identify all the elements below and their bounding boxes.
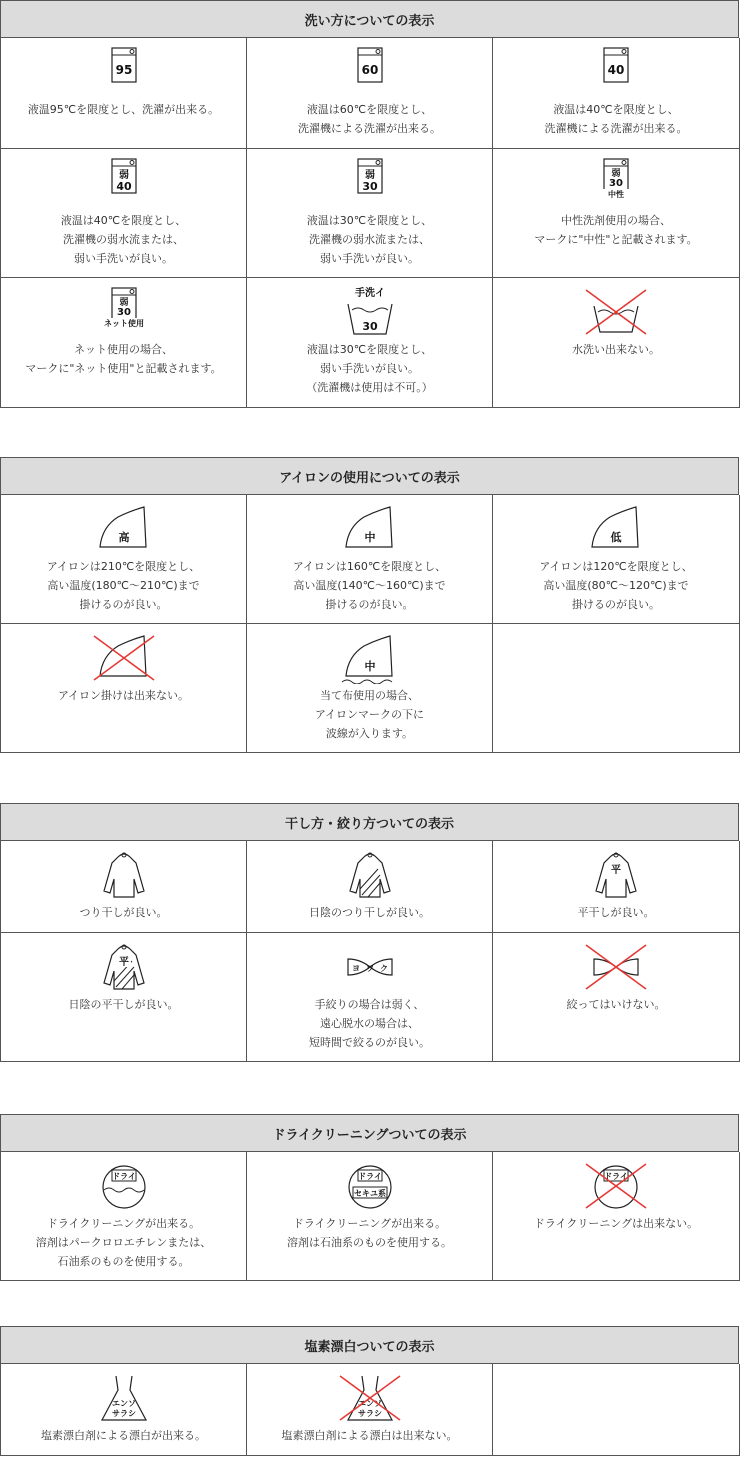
symbol-grid	[0, 841, 739, 1062]
symbol-description: ドライクリーニングが出来る。 溶剤は石油系のものを使用する。	[287, 1217, 452, 1249]
flat-dry-icon	[580, 849, 652, 901]
svg-text:高: 高	[118, 531, 129, 544]
shade-hang-dry-icon	[334, 849, 406, 901]
dry-clean-icon	[88, 1160, 160, 1212]
wring-icon	[334, 941, 406, 993]
symbol-description: ネット使用の場合、 マークに"ネット使用"と記載されます。	[25, 343, 222, 375]
dry-clean-petroleum-icon	[334, 1160, 406, 1212]
no-iron-icon	[88, 632, 160, 684]
symbol-cell	[1, 624, 247, 753]
svg-text:ドライ: ドライ	[357, 1172, 382, 1181]
svg-text:サラシ: サラシ	[111, 1409, 136, 1418]
washtub-machine-icon	[580, 46, 652, 98]
washtub-machine-icon	[88, 286, 160, 338]
section-title: 干し方・絞り方ついての表示	[0, 803, 739, 841]
svg-text:30: 30	[361, 320, 378, 333]
svg-text:弱: 弱	[611, 169, 621, 179]
svg-text:30: 30	[609, 178, 623, 189]
symbol-cell	[247, 38, 493, 149]
svg-text:中: 中	[364, 531, 375, 544]
symbol-description: 液温は30℃を限度とし、 弱い手洗いが良い。 （洗濯機は使用は不可。）	[306, 343, 433, 394]
svg-text:60: 60	[361, 63, 378, 77]
symbol-cell	[493, 495, 740, 624]
symbol-description: アイロンは120℃を限度とし、 高い温度(80℃～120℃)まで 掛けるのが良い。	[539, 560, 693, 611]
symbol-cell	[247, 149, 493, 278]
svg-text:中: 中	[364, 660, 375, 673]
symbol-description: 液温は40℃を限度とし、 洗濯機の弱水流または、 弱い手洗いが良い。	[60, 214, 187, 265]
symbol-description: 水洗い出来ない。	[572, 343, 660, 356]
no-dry-clean-icon	[580, 1160, 652, 1212]
washtub-machine-icon	[88, 46, 160, 98]
symbol-cell	[1, 149, 247, 278]
symbol-grid	[0, 495, 739, 753]
washtub-machine-icon	[334, 157, 406, 209]
symbol-description: アイロンは210℃を限度とし、 高い温度(180℃～210℃)まで 掛けるのが良い。	[46, 560, 201, 611]
no-chlorine-bleach-icon	[334, 1372, 406, 1424]
svg-text:弱: 弱	[118, 298, 129, 308]
iron-icon	[334, 503, 406, 555]
symbol-cell	[247, 1152, 493, 1281]
svg-text:中性: 中性	[608, 190, 624, 199]
svg-text:ヨ: ヨ	[351, 964, 360, 973]
symbol-description: 手絞りの場合は弱く、 遠心脱水の場合は、 短時間で絞るのが良い。	[309, 998, 430, 1049]
symbol-cell	[1, 841, 247, 933]
shade-flat-dry-icon	[88, 941, 160, 993]
symbol-description: 液温は60℃を限度とし、 洗濯機による洗濯が出来る。	[298, 103, 441, 135]
symbol-cell	[247, 624, 493, 753]
symbol-cell	[1, 1152, 247, 1281]
symbol-description: 塩素漂白剤による漂白が出来る。	[41, 1429, 206, 1442]
chlorine-bleach-icon	[88, 1372, 160, 1424]
svg-text:ク: ク	[379, 964, 388, 973]
svg-text:セキユ系: セキユ系	[353, 1189, 386, 1198]
section-title: ドライクリーニングついての表示	[0, 1114, 739, 1152]
symbol-cell	[1, 278, 247, 408]
symbol-grid	[0, 38, 739, 408]
symbol-description: 平干しが良い。	[577, 906, 655, 919]
iron-icon	[88, 503, 160, 555]
iron-icon	[580, 503, 652, 555]
symbol-cell	[493, 149, 740, 278]
section-5	[0, 1326, 739, 1456]
symbol-cell	[1, 1364, 247, 1456]
symbol-description: アイロンは160℃を限度とし、 高い温度(140℃～160℃)まで 掛けるのが良い。	[292, 560, 447, 611]
symbol-cell	[493, 278, 740, 408]
empty-cell	[493, 624, 740, 753]
symbol-cell	[247, 933, 493, 1062]
svg-text:エンソ: エンソ	[357, 1399, 382, 1408]
section-title: アイロンの使用についての表示	[0, 457, 739, 495]
symbol-cell	[1, 495, 247, 624]
svg-text:ネット使用: ネット使用	[103, 319, 144, 328]
symbol-cell	[247, 495, 493, 624]
section-title: 塩素漂白ついての表示	[0, 1326, 739, 1364]
symbol-description: 当て布使用の場合、 アイロンマークの下に 波線が入ります。	[314, 689, 424, 740]
symbol-description: アイロン掛けは出来ない。	[57, 689, 189, 702]
no-wash-icon	[580, 286, 652, 338]
svg-text:40: 40	[607, 63, 625, 77]
symbol-cell	[247, 278, 493, 408]
symbol-description: 日陰の平干しが良い。	[68, 998, 179, 1011]
symbol-grid	[0, 1364, 739, 1456]
svg-text:ワ: ワ	[365, 964, 374, 973]
svg-text:ドライ: ドライ	[604, 1172, 628, 1181]
svg-text:手洗イ: 手洗イ	[354, 288, 385, 299]
symbol-cell	[493, 933, 740, 1062]
symbol-description: 液温95℃を限度とし、洗濯が出来る。	[27, 103, 220, 116]
washtub-machine-icon	[580, 157, 652, 209]
svg-text:95: 95	[115, 63, 132, 77]
svg-text:エンソ: エンソ	[111, 1399, 136, 1408]
section-1	[0, 0, 739, 408]
svg-text:平: 平	[118, 957, 129, 968]
symbol-description: ドライクリーニングが出来る。 溶剤はパークロロエチレンまたは、 石油系のものを使用する。	[35, 1217, 212, 1268]
symbol-description: 塩素漂白剤による漂白は出来ない。	[281, 1429, 458, 1442]
symbol-description: 日陰のつり干しが良い。	[309, 906, 430, 919]
svg-text:40: 40	[115, 180, 132, 193]
symbol-description: 中性洗剤使用の場合、 マークに"中性"と記載されます。	[534, 214, 698, 246]
svg-text:ドライ: ドライ	[111, 1172, 136, 1181]
symbol-cell	[247, 1364, 493, 1456]
symbol-grid	[0, 1152, 739, 1281]
symbol-description: ドライクリーニングは出来ない。	[533, 1217, 699, 1230]
section-2	[0, 457, 739, 753]
symbol-description: 液温は30℃を限度とし、 洗濯機の弱水流または、 弱い手洗いが良い。	[306, 214, 433, 265]
svg-text:平: 平	[611, 865, 621, 876]
symbol-cell	[493, 38, 740, 149]
iron-cloth-icon	[334, 632, 406, 684]
symbol-cell	[493, 841, 740, 933]
symbol-description: 絞ってはいけない。	[566, 998, 666, 1011]
section-3	[0, 803, 739, 1062]
washtub-machine-icon	[334, 46, 406, 98]
svg-text:サラシ: サラシ	[357, 1409, 382, 1418]
symbol-cell	[247, 841, 493, 933]
svg-text:弱: 弱	[364, 170, 375, 181]
svg-text:低: 低	[610, 531, 622, 544]
svg-text:弱: 弱	[118, 170, 129, 181]
svg-text:30: 30	[116, 307, 131, 318]
symbol-description: 液温は40℃を限度とし、 洗濯機による洗濯が出来る。	[544, 103, 688, 135]
hand-wash-basin-icon	[334, 286, 406, 338]
section-title: 洗い方についての表示	[0, 0, 739, 38]
symbol-cell	[1, 38, 247, 149]
symbol-cell	[493, 1152, 740, 1281]
svg-text:30: 30	[361, 180, 378, 193]
washtub-machine-icon	[88, 157, 160, 209]
no-wring-icon	[580, 941, 652, 993]
empty-cell	[493, 1364, 740, 1456]
hang-dry-icon	[88, 849, 160, 901]
symbol-description: つり干しが良い。	[79, 906, 168, 919]
section-4	[0, 1114, 739, 1281]
symbol-cell	[1, 933, 247, 1062]
